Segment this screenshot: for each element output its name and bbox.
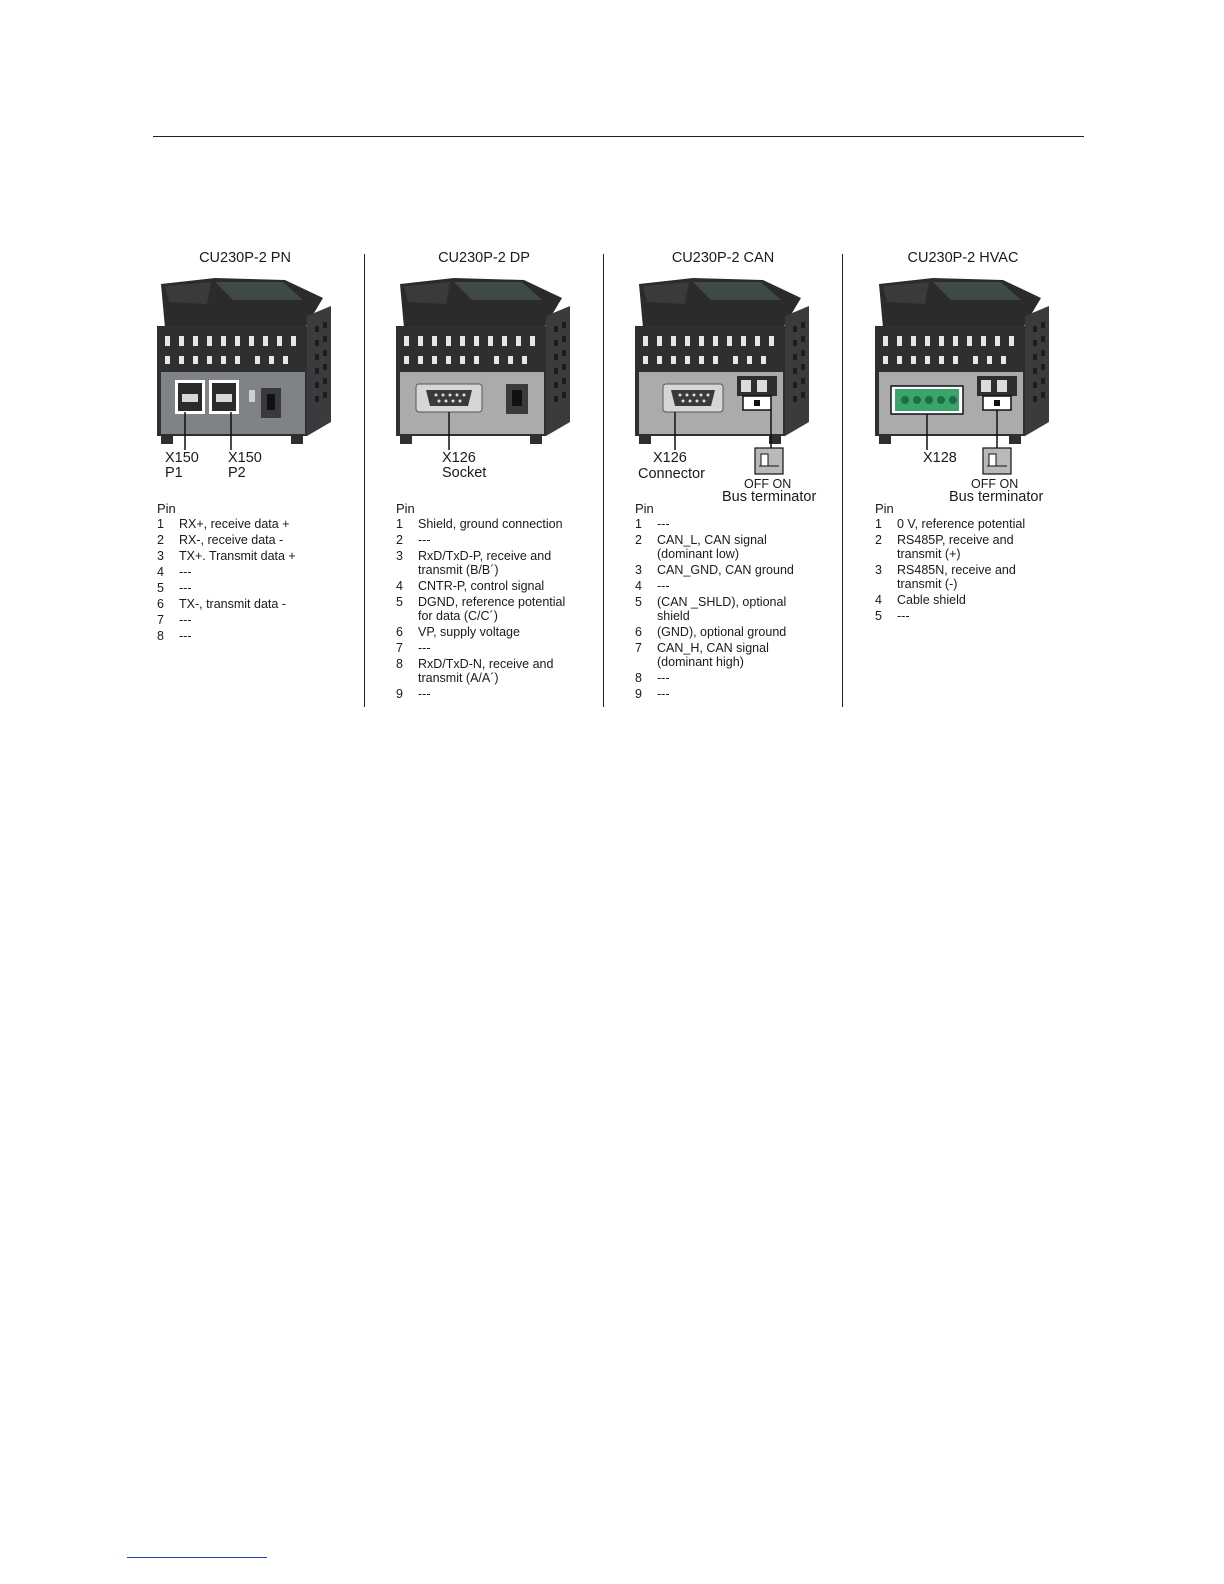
pin-description: --- xyxy=(657,671,670,685)
pin-number: 6 xyxy=(157,597,164,611)
pin-row xyxy=(635,533,840,561)
pin-row xyxy=(635,595,840,623)
connector-label: X150 xyxy=(228,450,262,466)
panel-title: CU230P-2 PN xyxy=(199,250,291,266)
pin-number: 8 xyxy=(157,629,164,643)
connector-label: Connector xyxy=(638,466,705,482)
pin-description: --- xyxy=(418,687,431,701)
connector-label: Socket xyxy=(442,465,487,481)
pin-description: Cable shield xyxy=(897,593,966,607)
pin-row xyxy=(396,517,601,531)
panel-title: CU230P-2 DP xyxy=(438,250,530,266)
pin-row xyxy=(396,657,601,685)
pin-number: 1 xyxy=(157,517,164,531)
switch-label: OFF ON xyxy=(971,477,1019,491)
pin-number: 4 xyxy=(396,579,403,593)
device-image-hvac xyxy=(873,276,1053,476)
pin-number: 5 xyxy=(157,581,164,595)
pin-row xyxy=(875,593,1080,607)
pin-heading: Pin xyxy=(396,501,415,516)
connector-label: X128 xyxy=(923,450,957,466)
pin-number: 4 xyxy=(635,579,642,593)
pin-description: --- xyxy=(657,687,670,701)
pin-description: --- xyxy=(418,533,431,547)
pin-row xyxy=(875,533,1080,561)
pin-row xyxy=(157,565,362,579)
pin-number: 7 xyxy=(157,613,164,627)
pin-description: --- xyxy=(179,613,192,627)
pin-number: 3 xyxy=(396,549,403,563)
pin-number: 6 xyxy=(396,625,403,639)
pin-row xyxy=(635,641,840,669)
pin-number: 8 xyxy=(396,657,403,671)
pin-description: RS485N, receive and transmit (-) xyxy=(897,563,1016,591)
switch-label: Bus terminator xyxy=(949,489,1044,505)
pin-description: RX-, receive data - xyxy=(179,533,284,547)
pin-row xyxy=(635,563,840,577)
pin-row xyxy=(396,625,601,639)
pin-list xyxy=(396,517,601,703)
pin-row xyxy=(396,533,601,547)
pin-row xyxy=(396,549,601,577)
device-image-can xyxy=(633,276,813,476)
pin-description: --- xyxy=(657,517,670,531)
pin-number: 4 xyxy=(875,593,882,607)
panel-divider xyxy=(842,254,843,707)
pin-row xyxy=(157,517,362,531)
pin-number: 1 xyxy=(635,517,642,531)
pin-heading: Pin xyxy=(875,501,894,516)
pin-row xyxy=(635,579,840,593)
pin-description: --- xyxy=(179,629,192,643)
pin-row xyxy=(157,597,362,611)
pin-description: (GND), optional ground xyxy=(657,625,787,639)
panel-divider xyxy=(603,254,604,707)
pin-description: --- xyxy=(418,641,431,655)
connector-label: X126 xyxy=(653,450,687,466)
pin-row xyxy=(396,687,601,701)
pin-row xyxy=(875,563,1080,591)
pin-row xyxy=(396,641,601,655)
pin-row xyxy=(875,609,1080,623)
pin-description: --- xyxy=(657,579,670,593)
pin-description: VP, supply voltage xyxy=(418,625,520,639)
pin-number: 8 xyxy=(635,671,642,685)
pin-number: 4 xyxy=(157,565,164,579)
pin-number: 3 xyxy=(635,563,642,577)
pin-number: 5 xyxy=(875,609,882,623)
connector-label: P1 xyxy=(165,465,183,481)
pin-number: 9 xyxy=(635,687,642,701)
pin-description: CNTR-P, control signal xyxy=(418,579,545,593)
panel-title: CU230P-2 CAN xyxy=(671,250,775,266)
pin-heading: Pin xyxy=(157,501,176,516)
pin-description: RxD/TxD-P, receive and transmit (B/B´) xyxy=(418,549,552,577)
pin-description: RS485P, receive and transmit (+) xyxy=(897,533,1014,561)
pin-number: 6 xyxy=(635,625,642,639)
pin-description: --- xyxy=(179,581,192,595)
pin-number: 2 xyxy=(396,533,403,547)
pin-row xyxy=(635,687,840,701)
pin-number: 9 xyxy=(396,687,403,701)
pin-description: TX-, transmit data - xyxy=(179,597,286,611)
pin-number: 2 xyxy=(157,533,164,547)
device-image-pn xyxy=(155,276,335,476)
pin-description: CAN_L, CAN signal (dominant low) xyxy=(657,533,767,561)
header-rule xyxy=(153,136,1084,137)
pin-description: --- xyxy=(179,565,192,579)
pin-number: 1 xyxy=(875,517,882,531)
pin-row xyxy=(396,595,601,623)
pin-number: 2 xyxy=(635,533,642,547)
connector-label: X150 xyxy=(165,450,199,466)
pin-description: RX+, receive data + xyxy=(179,517,290,531)
pin-description: 0 V, reference potential xyxy=(897,517,1026,531)
pin-description: CAN_GND, CAN ground xyxy=(657,563,794,577)
switch-label: Bus terminator xyxy=(722,489,817,505)
panel-divider xyxy=(364,254,365,707)
pin-number: 2 xyxy=(875,533,882,547)
pin-row xyxy=(396,579,601,593)
pin-row xyxy=(157,629,362,643)
pin-description: DGND, reference potential for data (C/C´) xyxy=(418,595,566,623)
pin-description: TX+. Transmit data + xyxy=(179,549,296,563)
pin-row xyxy=(635,625,840,639)
pin-description: CAN_H, CAN signal (dominant high) xyxy=(657,641,769,669)
connector-label: X126 xyxy=(442,450,476,466)
switch-label: OFF ON xyxy=(744,477,792,491)
pin-number: 1 xyxy=(396,517,403,531)
pin-description: Shield, ground connection xyxy=(418,517,563,531)
pin-list xyxy=(635,517,840,703)
pin-row xyxy=(157,533,362,547)
pin-list xyxy=(875,517,1080,625)
panel-title: CU230P-2 HVAC xyxy=(907,250,1019,266)
pin-row xyxy=(635,671,840,685)
pin-number: 5 xyxy=(396,595,403,609)
footnote-rule xyxy=(127,1557,267,1558)
pin-number: 3 xyxy=(157,549,164,563)
pin-number: 5 xyxy=(635,595,642,609)
pin-row xyxy=(157,581,362,595)
pin-heading: Pin xyxy=(635,501,654,516)
pin-number: 7 xyxy=(635,641,642,655)
device-image-dp xyxy=(394,276,574,476)
pin-number: 7 xyxy=(396,641,403,655)
pin-list xyxy=(157,517,362,645)
pin-description: --- xyxy=(897,609,910,623)
pin-row xyxy=(635,517,840,531)
pin-row xyxy=(157,549,362,563)
pin-row xyxy=(875,517,1080,531)
pin-description: RxD/TxD-N, receive and transmit (A/A´) xyxy=(418,657,554,685)
connector-label: P2 xyxy=(228,465,246,481)
pin-number: 3 xyxy=(875,563,882,577)
pin-row xyxy=(157,613,362,627)
pin-description: (CAN _SHLD), optional shield xyxy=(657,595,787,623)
